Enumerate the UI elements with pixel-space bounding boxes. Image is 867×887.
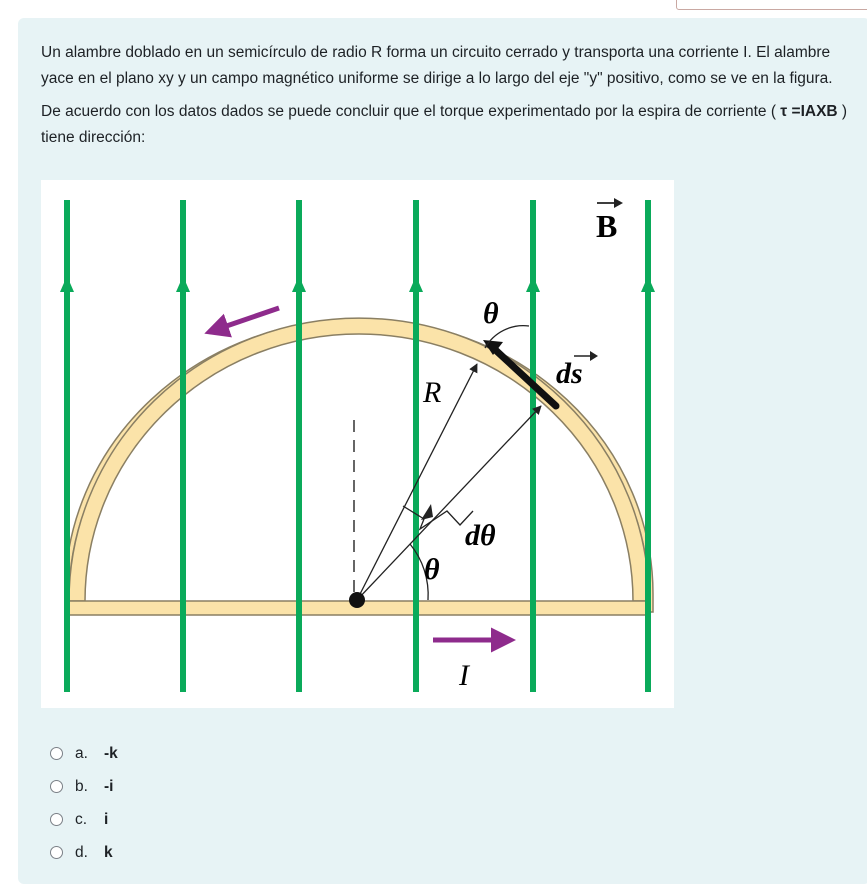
label-R: R <box>423 376 442 409</box>
answer-list <box>50 737 118 869</box>
label-theta-top: θ <box>483 297 499 330</box>
answer-option-b[interactable] <box>50 770 118 803</box>
ds-vector-head <box>590 351 598 361</box>
radio-d[interactable] <box>50 846 63 859</box>
magnetic-field-lines <box>60 200 655 692</box>
answer-value-d: k <box>104 843 113 861</box>
center-point <box>349 592 365 608</box>
radius-second-arrow <box>357 406 541 600</box>
label-ds: ds <box>556 357 583 390</box>
label-theta-bottom: θ <box>424 553 440 586</box>
torque-formula: τ =IAXB <box>780 103 838 120</box>
previous-field-box <box>676 0 867 10</box>
question-paragraph-2 <box>41 99 853 150</box>
answer-letter-c: c. <box>75 810 88 828</box>
answer-option-d[interactable] <box>50 836 118 869</box>
radio-a[interactable] <box>50 747 63 760</box>
answer-value-b: -i <box>104 777 114 795</box>
dtheta-arrowhead <box>421 504 433 520</box>
B-vector-head <box>614 198 623 208</box>
answer-letter-b: b. <box>75 777 88 795</box>
wire-semicircle <box>69 310 649 613</box>
answer-letter-d: d. <box>75 843 88 861</box>
answer-option-c[interactable] <box>50 803 118 836</box>
radio-b[interactable] <box>50 780 63 793</box>
label-dtheta: dθ <box>465 519 496 552</box>
ds-segment <box>489 344 556 406</box>
question-text <box>41 40 853 158</box>
label-B: B <box>596 208 618 244</box>
figure-semicircle-loop <box>41 180 674 708</box>
answer-option-a[interactable] <box>50 737 118 770</box>
question-paragraph-2-end: ) tiene dirección: <box>41 103 848 146</box>
current-arrow-top <box>209 308 279 332</box>
answer-letter-a: a. <box>75 744 88 762</box>
question-paragraph-2-start: De acuerdo con los datos dados se puede concluir que el torque experimentado por la espira de corriente ( <box>41 103 781 120</box>
label-I: I <box>459 659 469 692</box>
question-paragraph-1: Un alambre doblado en un semicírculo de radio R forma un circuito cerrado y transporta una corriente I. El alambre yace en el plano xy y un campo magnético uniforme se dirige a lo largo del eje "y" positivo, como se ve en la figura. <box>41 44 833 87</box>
answer-value-a: -k <box>104 744 118 762</box>
radio-c[interactable] <box>50 813 63 826</box>
figure-svg <box>41 180 674 708</box>
answer-value-c: i <box>104 810 109 828</box>
